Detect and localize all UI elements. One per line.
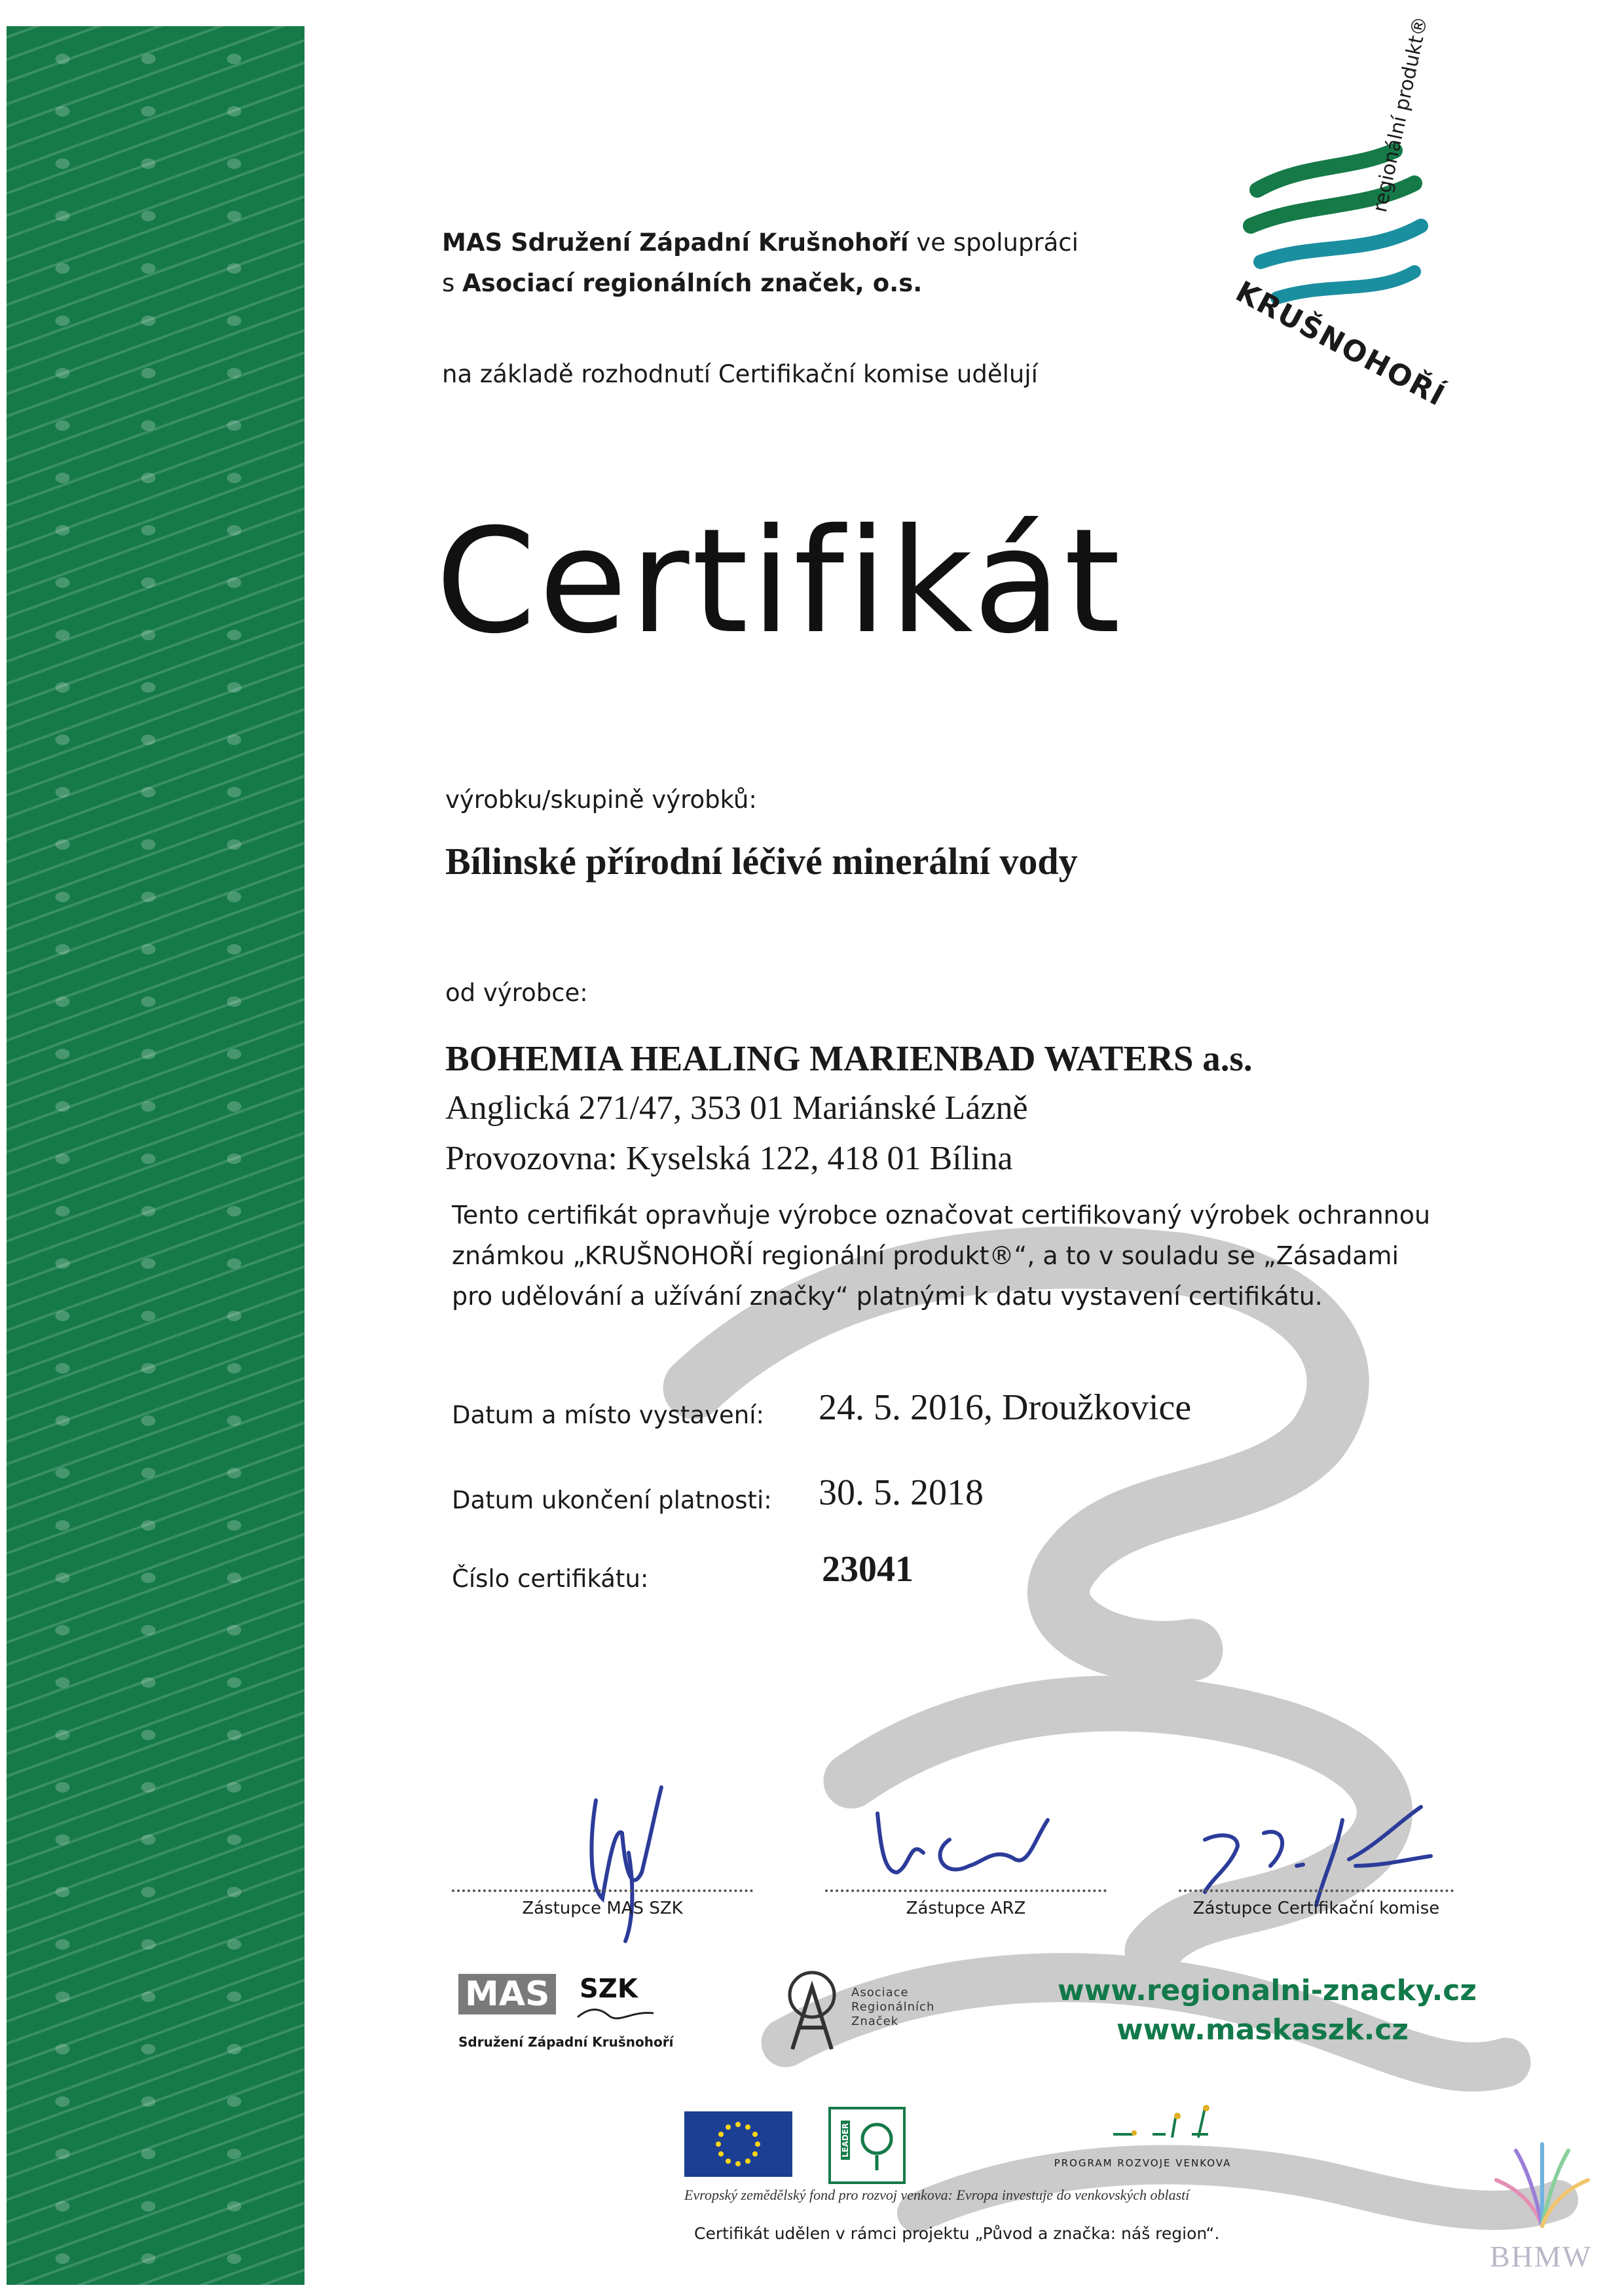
signature-line-mas <box>452 1889 753 1892</box>
entitlement-line-2: známkou „KRUŠNOHOŘÍ regionální produkt®“, a to v souladu se „Zásadami <box>452 1241 1399 1270</box>
issuer-block <box>442 223 1079 304</box>
issuer-cooperation: ve spolupráci <box>908 228 1079 257</box>
leader-logo <box>828 2107 906 2184</box>
certificate-title: Certifikát <box>435 498 1123 665</box>
signature-line-commission <box>1179 1889 1454 1892</box>
issuer-name: MAS Sdružení Západní Krušnohoří <box>442 228 909 257</box>
certificate-number: 23041 <box>822 1549 913 1590</box>
szk-logo-mark: SZK <box>580 1974 638 2004</box>
entitlement-line-1: Tento certifikát opravňuje výrobce označovat certifikovaný výrobek ochrannou <box>452 1201 1431 1230</box>
manufacturer-name: BOHEMIA HEALING MARIENBAD WATERS a.s. <box>445 1038 1253 1078</box>
arz-logo <box>779 1967 976 2066</box>
manufacturer-address: Anglická 271/47, 353 01 Mariánské Lázně <box>445 1089 1028 1127</box>
arz-text-2: Regionálních <box>851 2000 935 2014</box>
leader-tree-icon <box>857 2119 896 2172</box>
manufacturer-label: od výrobce: <box>445 979 588 1007</box>
signature-line-arz <box>825 1889 1107 1892</box>
signature-label-arz: Zástupce ARZ <box>906 1899 1026 1918</box>
mas-caption: Sdružení Západní Krušnohoří <box>458 2034 674 2050</box>
entitlement-line-3: pro udělování a užívání značky“ platnými k datu vystavení certifikátu. <box>452 1282 1323 1311</box>
krusnohori-logo <box>1205 14 1506 414</box>
signature-label-commission: Zástupce Certifikační komise <box>1192 1899 1440 1918</box>
signature-arz <box>871 1800 1054 1899</box>
prv-sprouts-icon <box>1094 2102 1238 2141</box>
product-name: Bílinské přírodní léčivé minerální vody <box>445 840 1078 883</box>
link-maskaszk[interactable]: www.maskaszk.cz <box>1116 2013 1409 2047</box>
mas-logo-mark: MAS <box>458 1974 556 2014</box>
eu-fund-note: Evropský zemědělský fond pro rozvoj venkova: Evropa investuje do venkovských oblastí <box>684 2187 1190 2203</box>
product-label: výrobku/skupině výrobků: <box>445 786 757 814</box>
manufacturer-branch: Provozovna: Kyselská 122, 418 01 Bílina <box>445 1140 1013 1177</box>
eu-flag-icon <box>684 2111 792 2177</box>
leader-label: LEADER <box>841 2121 850 2160</box>
issue-label: Datum a místo vystavení: <box>452 1401 764 1429</box>
issuer-line-2 <box>442 263 1079 304</box>
arz-text-3: Značek <box>851 2014 899 2028</box>
project-note: Certifikát udělen v rámci projektu „Původ a značka: náš region“. <box>694 2224 1220 2243</box>
mas-szk-logo <box>458 1974 674 2059</box>
signature-label-mas: Zástupce MAS SZK <box>522 1899 683 1918</box>
szk-wave-icon <box>576 2004 655 2024</box>
decision-line: na základě rozhodnutí Certifikační komise udělují <box>442 360 1038 388</box>
expiry-value: 30. 5. 2018 <box>819 1472 984 1513</box>
logo-ring-text: KRUŠNOHOŘÍ <box>1230 274 1451 414</box>
decorative-stripe-pattern <box>7 26 304 2285</box>
prv-label: PROGRAM ROZVOJE VENKOVA <box>1054 2157 1232 2169</box>
partner-prefix: s <box>442 269 463 297</box>
logo-ring-subtext: regionální produkt® <box>1369 14 1433 215</box>
arz-text <box>851 1986 934 2029</box>
certificate-number-label: Číslo certifikátu: <box>452 1565 649 1593</box>
bhmw-mark: BHMW <box>1490 2240 1593 2273</box>
issue-value: 24. 5. 2016, Droužkovice <box>819 1387 1192 1428</box>
issuer-line-1 <box>442 223 1079 263</box>
partner-name: Asociací regionálních značek, o.s. <box>462 269 923 297</box>
expiry-label: Datum ukončení platnosti: <box>452 1486 772 1514</box>
entitlement-text <box>452 1195 1430 1317</box>
arz-text-1: Asociace <box>851 1986 909 1999</box>
link-regionalni-znacky[interactable]: www.regionalni-znacky.cz <box>1058 1974 1477 2007</box>
bhmw-fountain-icon <box>1486 2141 1598 2232</box>
arz-emblem-icon <box>779 1967 845 2052</box>
